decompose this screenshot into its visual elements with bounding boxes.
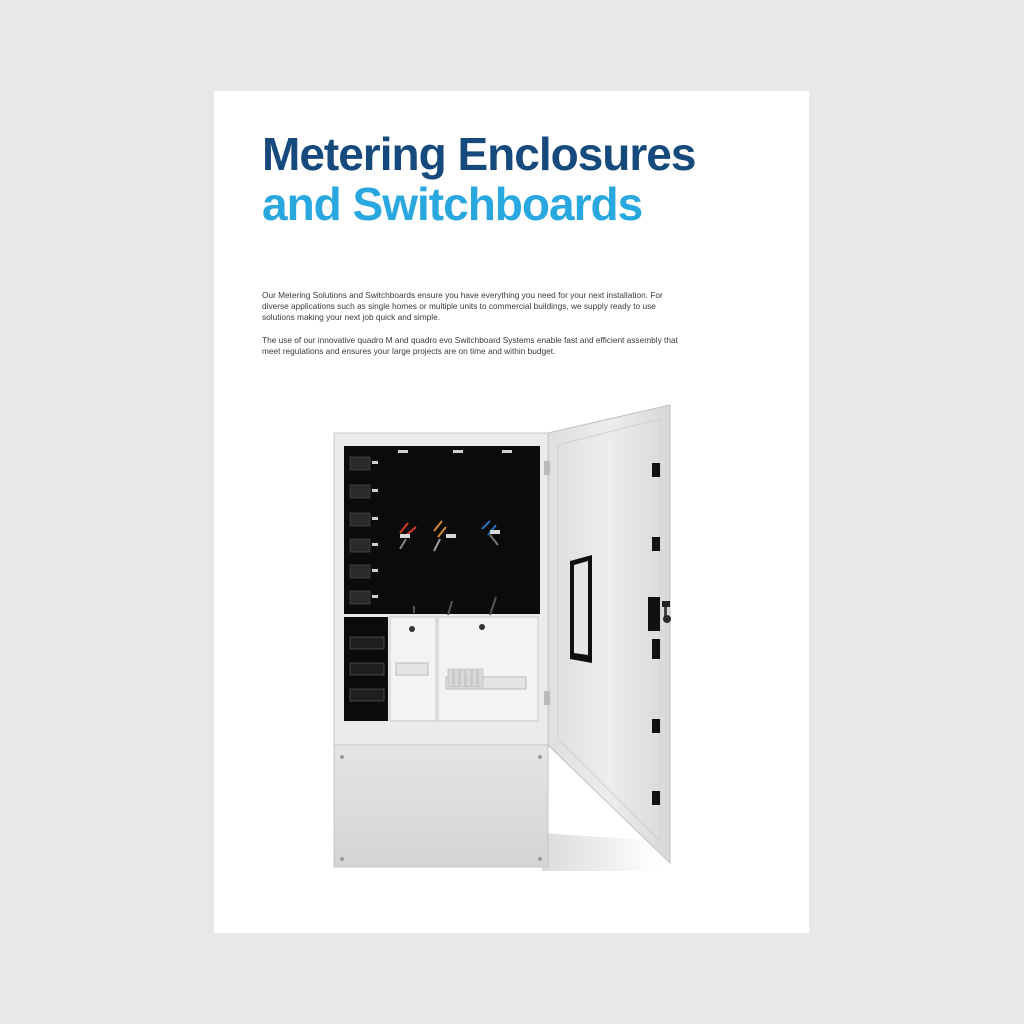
floor-shadow: [542, 833, 660, 871]
title-line-1: Metering Enclosures: [262, 128, 696, 180]
meter-panel: [344, 446, 540, 614]
switchboard-enclosure-image: [330, 401, 696, 871]
intro-paragraph-2: The use of our innovative quadro M and quadro evo Switchboard Systems enable fast and efficient assembly that meet regulations and ensures your large projects are on time and within budget.: [262, 334, 678, 356]
din-rail-left: [396, 663, 428, 675]
cabinet-plinth: [334, 745, 548, 867]
cabinet-door: [548, 405, 670, 863]
cable-gland-left: [409, 626, 415, 632]
brochure-page: [214, 91, 809, 933]
title-line-2: and Switchboards: [262, 178, 643, 230]
intro-text: [262, 290, 682, 368]
intro-paragraph-1: Our Metering Solutions and Switchboards ensure you have everything you need for your next installation. For diverse applications such as single homes or multiple units to commercial buildings, we supply ready to use solutions making your next job quick and simple.: [262, 290, 663, 323]
cable-gland-right: [479, 624, 485, 630]
page-title: [262, 129, 695, 229]
